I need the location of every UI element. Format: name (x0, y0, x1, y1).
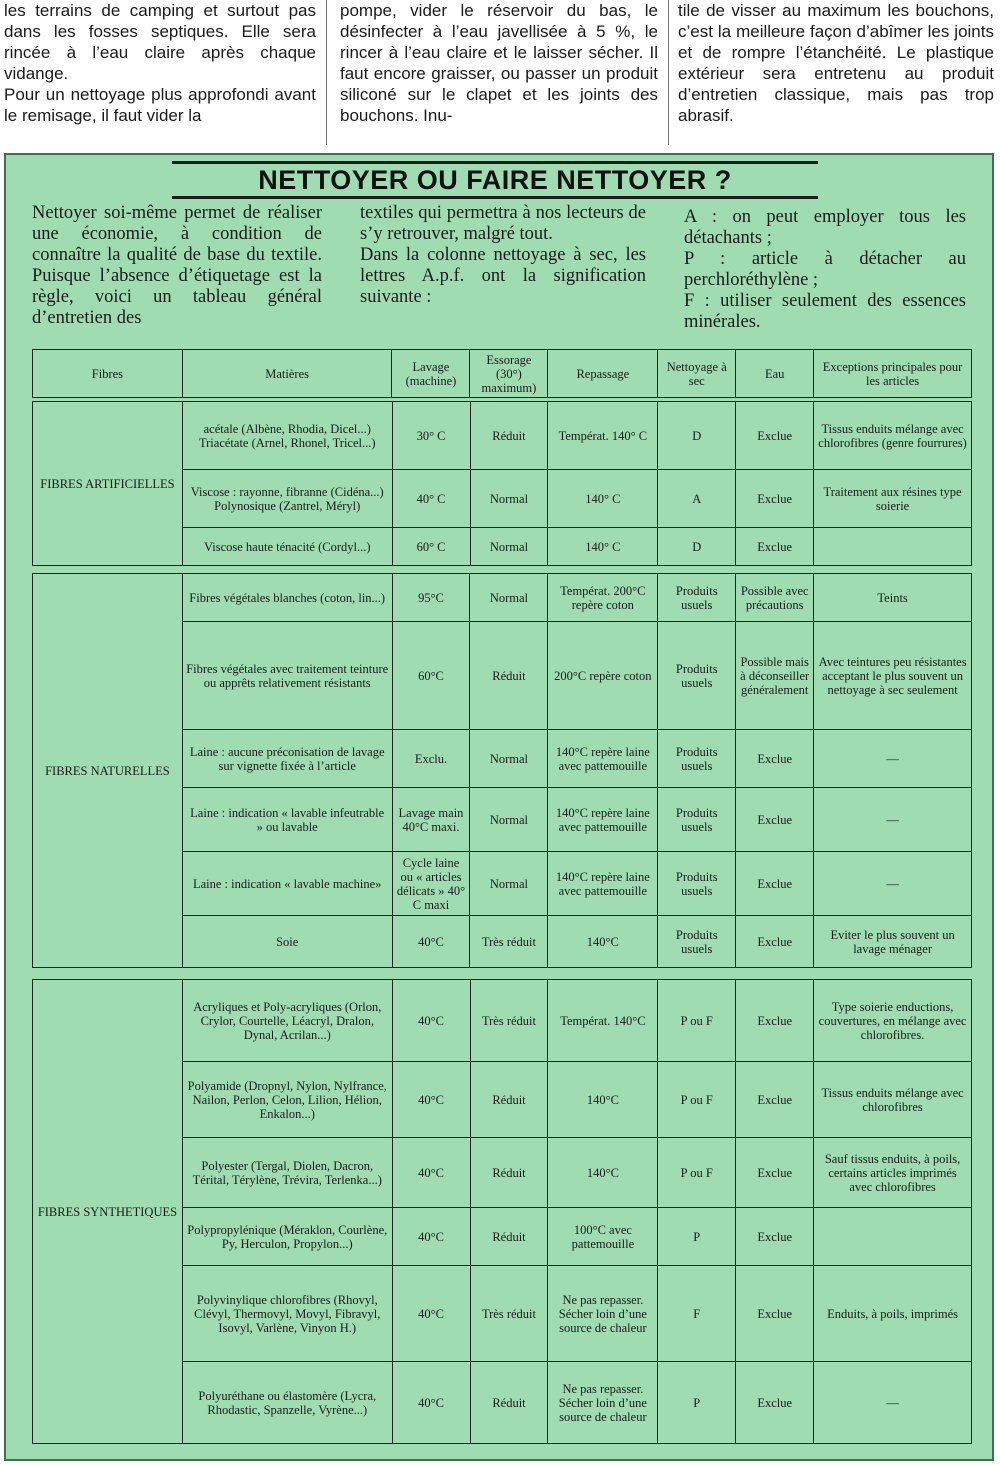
table-row (33, 574, 972, 622)
table-cell: 140° C (548, 528, 658, 566)
table-cell: Viscose haute ténacité (Cordyl...) (182, 528, 392, 566)
table-cell (814, 1208, 972, 1266)
table-cell: Exclue (736, 1138, 814, 1208)
table-cell: Normal (470, 852, 548, 916)
table-row (33, 402, 972, 470)
group-label: FIBRES ARTIFICIELLES (33, 402, 183, 566)
table-cell: Possible avec précautions (736, 574, 814, 622)
table-cell: 60° C (392, 528, 470, 566)
table-cell: 40°C (392, 1362, 470, 1444)
table-cell: Fibres végétales avec traitement teinture ou apprêts relativement résistants (182, 622, 392, 730)
table-cell: Produits usuels (658, 622, 736, 730)
table-cell: Réduit (470, 1362, 548, 1444)
header-cell: Repassage (548, 350, 658, 398)
table-cell: Enduits, à poils, imprimés (814, 1266, 972, 1362)
group-label: FIBRES SYNTHETIQUES (33, 980, 183, 1444)
table-cell: Exclue (736, 528, 814, 566)
group-label: FIBRES NATURELLES (33, 574, 183, 968)
table-cell: 100°C avec pattemouille (548, 1208, 658, 1266)
legend-f: F : utiliser seulement des essences minérales. (684, 291, 966, 332)
cleaning-guide-box (4, 153, 994, 1461)
article-column-2 (340, 0, 658, 126)
table-cell: 140°C (548, 1138, 658, 1208)
article-top-columns (0, 0, 1000, 150)
table-cell: Type soierie enductions, couvertures, en mélange avec chlorofibres. (814, 980, 972, 1062)
table-cell: Très réduit (470, 916, 548, 968)
table-cell: Exclue (736, 730, 814, 788)
intro-paragraph: Nettoyer soi-même permet de réaliser une économie, à condition de connaître la qualité de base du textile. Puisque l’absence d’étiquetage est la règle, voici un tableau général d’entretien des (32, 203, 322, 328)
table-cell: Acryliques et Poly-acryliques (Orlon, Crylor, Courtelle, Léacryl, Dralon, Dynal, Acrilan...) (182, 980, 392, 1062)
table-cell: Normal (470, 470, 548, 528)
table-cell: P ou F (658, 1062, 736, 1138)
table-cell: Températ. 140° C (548, 402, 658, 470)
header-cell: Matières (182, 350, 392, 398)
header-cell: Lavage (machine) (392, 350, 470, 398)
table-cell: 140°C repère laine avec pattemouille (548, 852, 658, 916)
table-cell: P ou F (658, 1138, 736, 1208)
table-cell: acétale (Albène, Rhodia, Dicel...) Triacétate (Arnel, Rhonel, Tricel...) (182, 402, 392, 470)
header-cell: Eau (736, 350, 814, 398)
table-cell: Laine : indication « lavable machine» (182, 852, 392, 916)
table-cell: 140°C (548, 916, 658, 968)
article-paragraph: pompe, vider le réservoir du bas, le désinfecter à l’eau javellisée à 5 %, le rincer à l’eau claire et le laisser sécher. Il faut encore graisser, ou passer un produit siliconé sur le clapet et les joints des bouchons. Inu- (340, 1, 658, 125)
header-cell: Nettoyage à sec (658, 350, 736, 398)
table-cell: Exclue (736, 1208, 814, 1266)
table-cell: Réduit (470, 1138, 548, 1208)
table-cell: Exclue (736, 1062, 814, 1138)
table-cell: 140°C repère laine avec pattemouille (548, 788, 658, 852)
group-naturelles (32, 573, 972, 968)
table-cell: Exclu. (392, 730, 470, 788)
header-cell: Exceptions principales pour les articles (814, 350, 972, 398)
table-cell: Cycle laine ou « articles délicats » 40° C maxi (392, 852, 470, 916)
table-cell: P (658, 1362, 736, 1444)
table-cell: Exclue (736, 788, 814, 852)
table-cell: Fibres végétales blanches (coton, lin...) (182, 574, 392, 622)
table-cell: Laine : aucune préconisation de lavage sur vignette fixée à l’article (182, 730, 392, 788)
table-cell: Lavage main 40°C maxi. (392, 788, 470, 852)
table-cell: Normal (470, 730, 548, 788)
table-row (33, 980, 972, 1062)
table-cell: Teints (814, 574, 972, 622)
table-cell: 140°C repère laine avec pattemouille (548, 730, 658, 788)
table-cell: — (814, 1362, 972, 1444)
table-cell: Produits usuels (658, 916, 736, 968)
header-cell: Fibres (33, 350, 183, 398)
table-cell: 30° C (392, 402, 470, 470)
table-cell: Polyamide (Dropnyl, Nylon, Nylfrance, Nailon, Perlon, Celon, Lilion, Hélion, Enkalon...) (182, 1062, 392, 1138)
table-cell: Tissus enduits mélange avec chlorofibres (814, 1062, 972, 1138)
table-cell: Soie (182, 916, 392, 968)
table-cell: Viscose : rayonne, fibranne (Cidéna...) Polynosique (Zantrel, Méryl) (182, 470, 392, 528)
table-cell: Exclue (736, 916, 814, 968)
group-artificielles (32, 401, 972, 566)
header-row (33, 350, 972, 398)
intro-column-2 (360, 203, 646, 308)
table-cell: Réduit (470, 622, 548, 730)
table-cell: F (658, 1266, 736, 1362)
intro-column-3 (684, 207, 966, 333)
table-cell: Laine : indication « lavable infeutrable » ou lavable (182, 788, 392, 852)
table-cell: Tissus enduits mélange avec chlorofibres (genre fourrures) (814, 402, 972, 470)
table-cell: Produits usuels (658, 852, 736, 916)
table-cell: Produits usuels (658, 730, 736, 788)
table-cell: Exclue (736, 1266, 814, 1362)
table-cell: Températ. 140°C (548, 980, 658, 1062)
table-cell: Traitement aux résines type soierie (814, 470, 972, 528)
table-cell: Réduit (470, 1062, 548, 1138)
table-cell: — (814, 852, 972, 916)
table-cell: Ne pas repasser. Sécher loin d’une source de chaleur (548, 1266, 658, 1362)
table-cell: 40°C (392, 1138, 470, 1208)
table-cell: Normal (470, 574, 548, 622)
table-cell: A (658, 470, 736, 528)
intro-paragraph: Dans la colonne nettoyage à sec, les lettres A.p.f. ont la signification suivante : (360, 245, 646, 307)
table-cell: Températ. 200°C repère coton (548, 574, 658, 622)
column-divider (326, 0, 327, 145)
table-cell: 140° C (548, 470, 658, 528)
table-cell: P (658, 1208, 736, 1266)
table-cell: Possible mais à déconseiller généralement (736, 622, 814, 730)
table-cell: Exclue (736, 1362, 814, 1444)
table-header (32, 349, 972, 398)
table-cell: Exclue (736, 852, 814, 916)
table-cell: Exclue (736, 402, 814, 470)
table-cell: Réduit (470, 402, 548, 470)
table-cell: 40° C (392, 470, 470, 528)
table-cell: D (658, 528, 736, 566)
table-cell: 40°C (392, 916, 470, 968)
article-paragraph: tile de visser au maximum les bouchons, c’est la meilleure façon d’abîmer les joints et de rompre l’étanchéité. Le plastique extérieur sera entretenu au produit d’entretien classique, mais pas trop abrasif. (678, 1, 994, 125)
article-paragraph: les terrains de camping et surtout pas dans les fosses septiques. Elle sera rincée à l’eau claire après chaque vidange. (4, 1, 316, 83)
article-column-1 (4, 0, 316, 126)
table-cell: 40°C (392, 980, 470, 1062)
table-cell: Polyvinylique chlorofibres (Rhovyl, Clévyl, Thermovyl, Movyl, Fibravyl, Isovyl, Varlène, Vinyon H.) (182, 1266, 392, 1362)
table-cell: Polyuréthane ou élastomère (Lycra, Rhodastic, Spanzelle, Vyrène...) (182, 1362, 392, 1444)
table-cell: 140°C (548, 1062, 658, 1138)
table-cell: Ne pas repasser. Sécher loin d’une source de chaleur (548, 1362, 658, 1444)
intro-paragraph: textiles qui permettra à nos lecteurs de s’y retrouver, malgré tout. (360, 203, 646, 244)
table-cell: Polypropylénique (Méraklon, Courlène, Py, Herculon, Propylon...) (182, 1208, 392, 1266)
table-cell: Produits usuels (658, 574, 736, 622)
column-divider (668, 0, 669, 145)
table-cell: Normal (470, 528, 548, 566)
table-cell: 60°C (392, 622, 470, 730)
article-column-3 (678, 0, 994, 126)
table-cell: Polyester (Tergal, Diolen, Dacron, Térital, Térylène, Trévira, Terlenka...) (182, 1138, 392, 1208)
table-cell: 40°C (392, 1062, 470, 1138)
table-cell: Avec teintures peu résistantes acceptant le plus souvent un nettoyage à sec seulement (814, 622, 972, 730)
table-cell: Très réduit (470, 980, 548, 1062)
legend-p: P : article à détacher au perchloréthylène ; (684, 249, 966, 290)
legend-a: A : on peut employer tous les détachants ; (684, 207, 966, 248)
box-title: NETTOYER OU FAIRE NETTOYER ? (172, 161, 818, 199)
table-cell: Très réduit (470, 1266, 548, 1362)
article-paragraph: Pour un nettoyage plus approfondi avant le remisage, il faut vider la (4, 85, 316, 125)
table-cell: Exclue (736, 980, 814, 1062)
table-cell: — (814, 788, 972, 852)
table-cell: Produits usuels (658, 788, 736, 852)
table-cell: 40°C (392, 1266, 470, 1362)
table-cell (814, 528, 972, 566)
intro-column-1 (32, 203, 322, 329)
table-cell: Eviter le plus souvent un lavage ménager (814, 916, 972, 968)
table-cell: D (658, 402, 736, 470)
table-cell: Exclue (736, 470, 814, 528)
table-cell: P ou F (658, 980, 736, 1062)
table-cell: 40°C (392, 1208, 470, 1266)
table-cell: Sauf tissus enduits, à poils, certains articles imprimés avec chlorofibres (814, 1138, 972, 1208)
header-cell: Essorage (30°) maximum) (470, 350, 548, 398)
table-cell: Normal (470, 788, 548, 852)
table-cell: Réduit (470, 1208, 548, 1266)
table-cell: — (814, 730, 972, 788)
table-cell: 95°C (392, 574, 470, 622)
table-cell: 200°C repère coton (548, 622, 658, 730)
group-synthetiques (32, 979, 972, 1444)
